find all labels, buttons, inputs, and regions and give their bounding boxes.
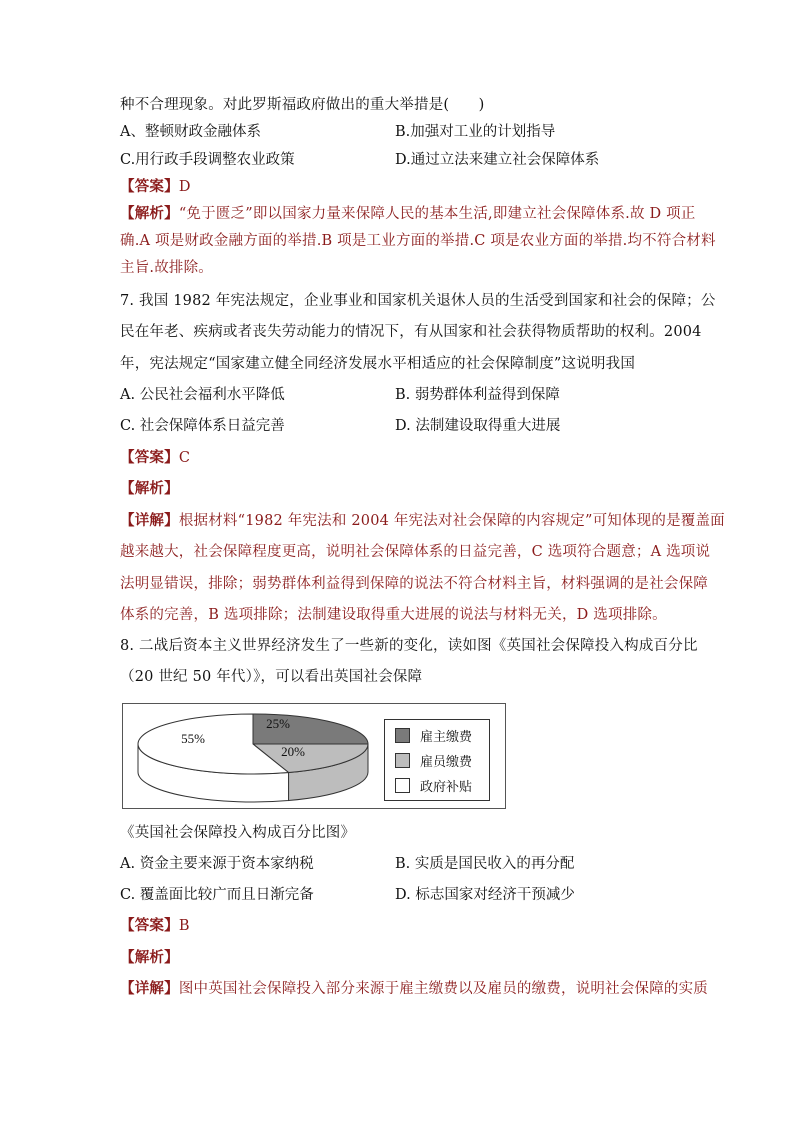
q8-option-b: B. 实质是国民收入的再分配: [395, 856, 575, 872]
legend-swatch: [395, 728, 410, 743]
legend-item-government: [395, 775, 472, 795]
q8-stem-line-1: 8. 二战后资本主义世界经济发生了一些新的变化，读如图《英国社会保障投入构成百分比: [120, 638, 698, 654]
q8-option-d: D. 标志国家对经济干预减少: [395, 887, 575, 903]
analysis-tag: 【解析】: [120, 205, 179, 222]
q6-answer: [120, 177, 680, 197]
q6-option-a: A、整顿财政金融体系: [120, 124, 261, 140]
q7-detail-line-3: 法明显错误，排除；弱势群体利益得到保障的说法不符合材料主旨，材料强调的是社会保障: [120, 576, 708, 592]
detail-tag: 【详解】: [120, 980, 179, 997]
q6-analysis-line-1: [120, 204, 696, 224]
q8-answer: [120, 916, 680, 936]
answer-tag: 【答案】: [120, 917, 179, 934]
q7-stem-line-3: 年，宪法规定“国家建立健全同经济发展水平相适应的社会保障制度”这说明我国: [120, 356, 636, 372]
answer-tag: 【答案】: [120, 449, 179, 466]
q7-stem-line-1: 7. 我国 1982 年宪法规定，企业事业和国家机关退休人员的生活受到国家和社会的保障；公: [120, 293, 716, 309]
q7-detail-line-1: [120, 511, 725, 531]
chart-caption: 《英国社会保障投入构成百分比图》: [120, 825, 356, 841]
legend-item-employee: [395, 750, 472, 770]
legend-label: 政府补贴: [420, 779, 473, 795]
q7-answer: [120, 448, 680, 468]
q7-option-d: D. 法制建设取得重大进展: [395, 418, 561, 434]
analysis-text: “免于匮乏”即以国家力量来保障人民的基本生活,即建立社会保障体系.故 D 项正: [178, 206, 696, 222]
q7-option-b: B. 弱势群体利益得到保障: [395, 387, 560, 403]
answer-value: D: [178, 179, 191, 195]
q8-option-a: A. 资金主要来源于资本家纳税: [120, 856, 314, 872]
q6-option-b: B.加强对工业的计划指导: [395, 124, 556, 140]
q7-analysis-tag: 【解析】: [120, 480, 179, 497]
q6-analysis-line-2: 确.A 项是财政金融方面的举措.B 项是工业方面的举措.C 项是农业方面的举措.均不符合材料: [120, 233, 716, 249]
q7-option-c: C. 社会保障体系日益完善: [120, 418, 285, 434]
legend-swatch: [395, 753, 410, 768]
q6-stem-tail: 种不合理现象。对此罗斯福政府做出的重大举措是( ): [120, 97, 485, 113]
legend-swatch: [395, 778, 410, 793]
q7-option-a: A. 公民社会福利水平降低: [120, 387, 285, 403]
pie-label-2: 55%: [181, 731, 205, 746]
detail-text: 根据材料“1982 年宪法和 2004 年宪法对社会保障的内容规定”可知体现的是覆盖面: [178, 513, 725, 529]
pie-label-0: 25%: [266, 716, 290, 731]
answer-value: C: [178, 450, 191, 466]
q8-analysis-tag: 【解析】: [120, 949, 179, 966]
q7-stem-line-2: 民在年老、疾病或者丧失劳动能力的情况下，有从国家和社会获得物质帮助的权利。2004: [120, 324, 702, 340]
legend-label: 雇主缴费: [420, 729, 473, 745]
legend-item-employer: [395, 725, 472, 745]
q6-option-d: D.通过立法来建立社会保障体系: [395, 152, 600, 168]
q8-detail-line-1: [120, 979, 709, 999]
answer-value: B: [178, 918, 190, 934]
q6-analysis-line-3: 主旨.故排除。: [120, 260, 214, 276]
answer-tag: 【答案】: [120, 178, 179, 195]
detail-text: 图中英国社会保障投入部分来源于雇主缴费以及雇员的缴费，说明社会保障的实质: [178, 981, 709, 997]
q8-option-c: C. 覆盖面比较广而且日渐完备: [120, 887, 314, 903]
legend-label: 雇员缴费: [420, 754, 473, 770]
detail-tag: 【详解】: [120, 512, 179, 529]
q7-detail-line-2: 越来越大，社会保障程度更高，说明社会保障体系的日益完善，C 选项符合题意；A 选项说: [120, 544, 711, 560]
q8-stem-line-2: （20 世纪 50 年代）》，可以看出英国社会保障: [120, 669, 423, 685]
q6-option-c: C.用行政手段调整农业政策: [120, 152, 295, 168]
q7-detail-line-4: 体系的完善，B 选项排除；法制建设取得重大进展的说法与材料无关，D 选项排除。: [120, 607, 667, 623]
chart-legend: [384, 719, 490, 801]
pie-label-1: 20%: [281, 744, 305, 759]
